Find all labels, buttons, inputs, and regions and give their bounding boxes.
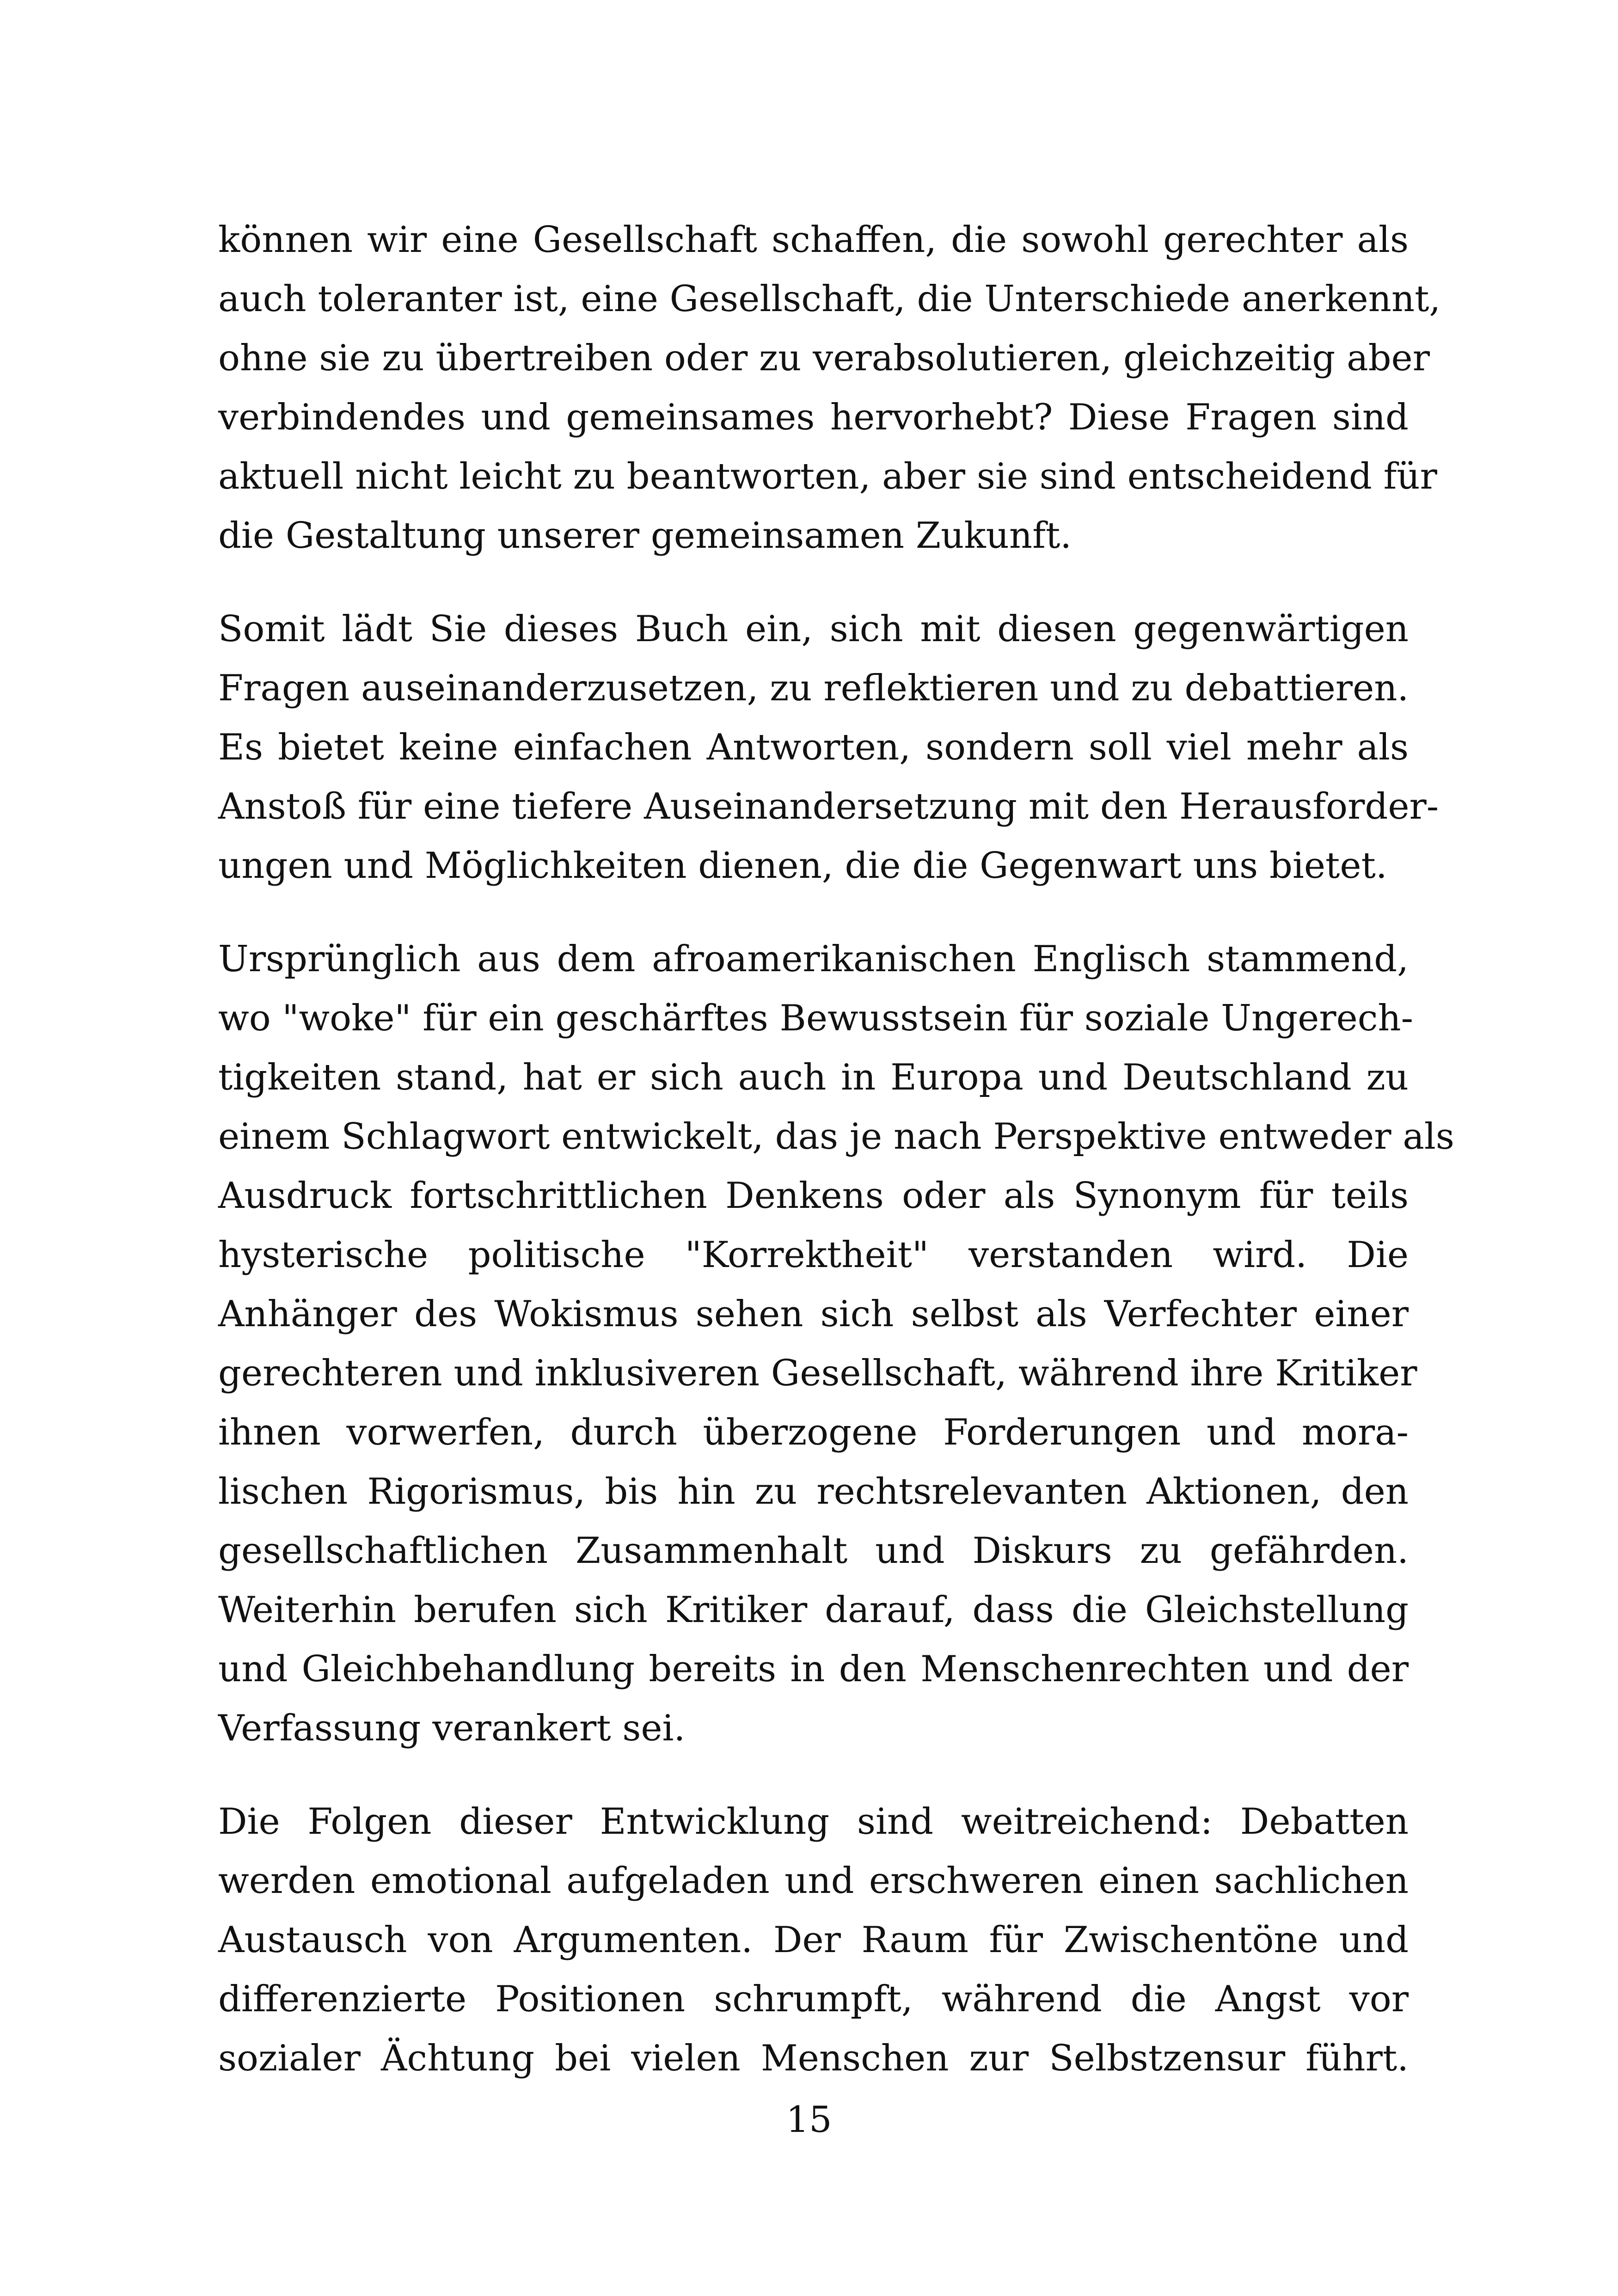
text-line: ohne sie zu übertreiben oder zu verabsolutieren, gleichzeitig aber [218,337,1430,379]
text-line: Verfassung verankert sei. [218,1708,686,1749]
text-line: ihnen vorwerfen, durch überzogene Forderungen und mora- [218,1412,1409,1453]
text-line: aktuell nicht leicht zu beantworten, aber sie sind entscheidend für [218,456,1437,497]
text-line: Ursprünglich aus dem afroamerikanischen Englisch stammend, [218,938,1409,980]
text-line: Somit lädt Sie dieses Buch ein, sich mit diesen gegenwärtigen [218,608,1409,650]
text-line: werden emotional aufgeladen und erschweren einen sachlichen [218,1860,1409,1902]
text-line: auch toleranter ist, eine Gesellschaft, die Unterschiede anerkennt, [218,278,1441,320]
text-line: Die Folgen dieser Entwicklung sind weitreichend: Debatten [218,1801,1409,1843]
paragraph-3 [218,930,1454,1758]
text-line: Ausdruck fortschrittlichen Denkens oder als Synonym für teils [218,1175,1409,1217]
text-line: wo "woke" für ein geschärftes Bewusstsein für soziale Ungerech- [218,998,1414,1039]
text-line: differenzierte Positionen schrumpft, während die Angst vor [218,1978,1409,2020]
text-line: Es bietet keine einfachen Antworten, sondern soll viel mehr als [218,727,1409,768]
text-line: ungen und Möglichkeiten dienen, die die Gegenwart uns bietet. [218,845,1387,887]
text-line: hysterische politische "Korrektheit" verstanden wird. Die [218,1234,1409,1276]
text-line: Anstoß für eine tiefere Auseinandersetzung mit den Herausforder- [218,786,1439,827]
text-line: können wir eine Gesellschaft schaffen, die sowohl gerechter als [218,219,1409,261]
text-line: verbindendes und gemeinsames hervorhebt? Diese Fragen sind [218,397,1409,438]
text-line: und Gleichbehandlung bereits in den Menschenrechten und der [218,1648,1409,1690]
body-text [218,210,1454,2122]
paragraph-4 [218,1792,1409,2088]
text-line: lischen Rigorismus, bis hin zu rechtsrelevanten Aktionen, den [218,1471,1409,1512]
text-line: gerechteren und inklusiveren Gesellschaft, während ihre Kritiker [218,1353,1417,1394]
text-line: Anhänger des Wokismus sehen sich selbst als Verfechter einer [218,1293,1409,1335]
text-line: tigkeiten stand, hat er sich auch in Europa und Deutschland zu [218,1057,1409,1098]
text-line: Austausch von Argumenten. Der Raum für Zwischentöne und [218,1919,1409,1961]
text-line: die Gestaltung unserer gemeinsamen Zukunft. [218,515,1072,557]
text-line: Fragen auseinanderzusetzen, zu reflektieren und zu debattieren. [218,667,1409,709]
paragraph-1 [218,210,1441,565]
text-line: Weiterhin berufen sich Kritiker darauf, dass die Gleichstellung [218,1589,1409,1631]
page-number: 15 [786,2099,832,2141]
paragraph-2 [218,600,1439,895]
text-line: einem Schlagwort entwickelt, das je nach Perspektive entweder als [218,1116,1454,1157]
text-line: gesellschaftlichen Zusammenhalt und Diskurs zu gefährden. [218,1530,1409,1572]
text-line: sozialer Ächtung bei vielen Menschen zur Selbstzensur führt. [218,2038,1409,2079]
